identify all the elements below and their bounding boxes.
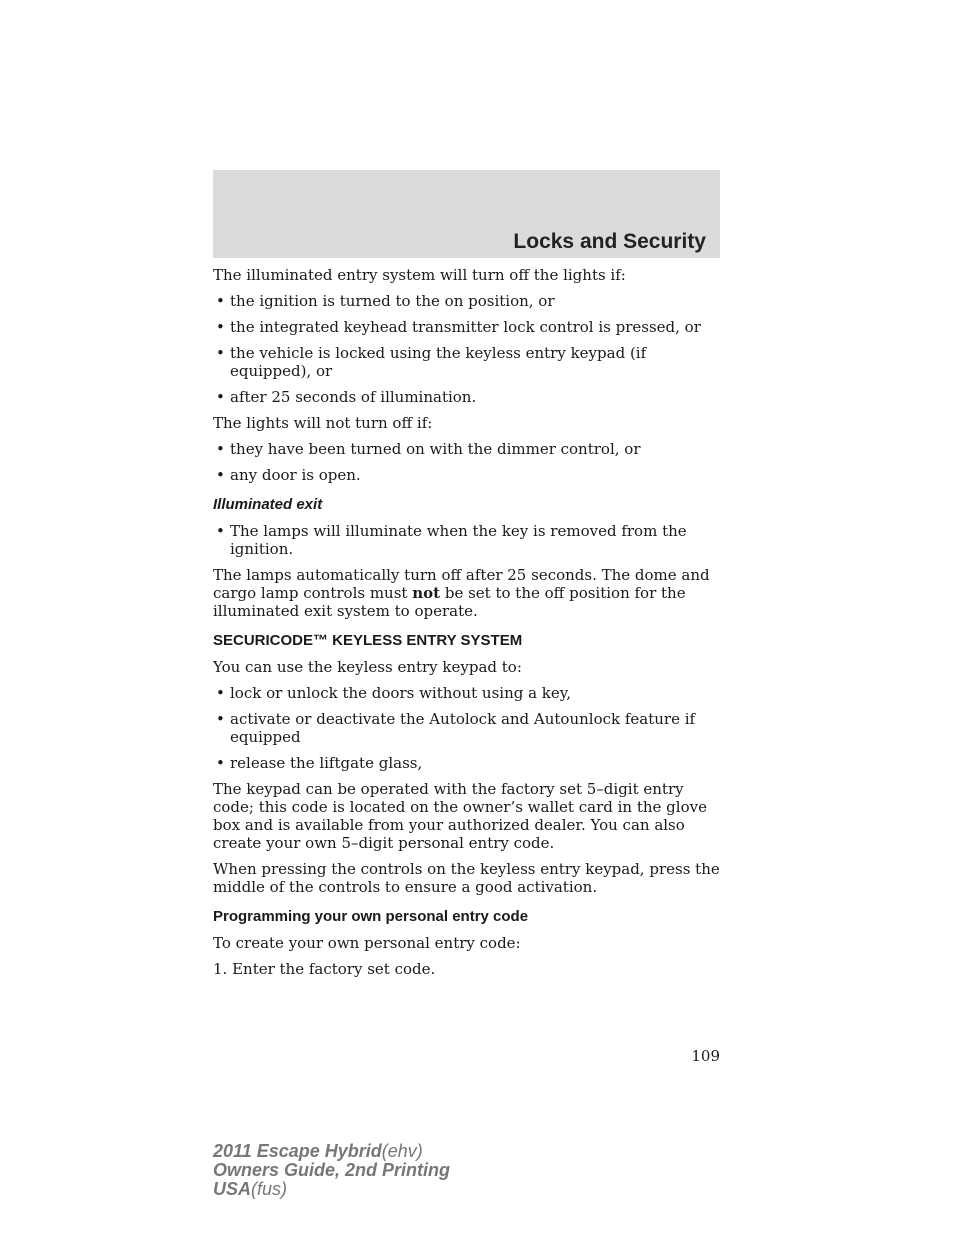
paragraph: The lamps automatically turn off after 25 seconds. The dome and cargo lamp controls must not be set to the off position for the illuminated exit system to operate.: [213, 566, 710, 620]
emphasis: not: [412, 584, 441, 602]
heading-programming-code: Programming your own personal entry code: [213, 908, 529, 925]
paragraph: 1. Enter the factory set code.: [213, 960, 436, 978]
list-item: • the ignition is turned to the on position, or: [213, 292, 723, 310]
bullet-icon: •: [216, 440, 225, 458]
list-item: • The lamps will illuminate when the key is removed from the ignition.: [213, 522, 723, 558]
section-header-band: [213, 170, 720, 258]
heading-keyless-entry: SECURICODE™ KEYLESS ENTRY SYSTEM: [213, 632, 523, 649]
list-item: • the integrated keyhead transmitter lock control is pressed, or: [213, 318, 723, 336]
paragraph: To create your own personal entry code:: [213, 934, 521, 952]
bullet-icon: •: [216, 292, 225, 310]
subheading-illuminated-exit: Illuminated exit: [213, 496, 323, 513]
bullet-icon: •: [216, 344, 225, 362]
list-item: • lock or unlock the doors without using a key,: [213, 684, 723, 702]
bullet-icon: •: [216, 466, 225, 484]
list-item: • activate or deactivate the Autolock and Autounlock feature if equipped: [213, 710, 723, 746]
list-item: • after 25 seconds of illumination.: [213, 388, 723, 406]
bullet-icon: •: [216, 684, 225, 702]
list-item: • any door is open.: [213, 466, 723, 484]
list-item: • release the liftgate glass,: [213, 754, 723, 772]
paragraph: The keypad can be operated with the factory set 5–digit entry code; this code is located on the owner’s wallet card in the glove box and is available from your authorized dealer. You can also create your own 5–digit personal entry code.: [213, 780, 707, 852]
bullet-icon: •: [216, 754, 225, 772]
paragraph: You can use the keyless entry keypad to:: [213, 658, 522, 676]
paragraph: When pressing the controls on the keyless entry keypad, press the middle of the controls to ensure a good activation.: [213, 860, 720, 896]
bullet-icon: •: [216, 522, 225, 540]
list-item: • they have been turned on with the dimmer control, or: [213, 440, 723, 458]
paragraph: The illuminated entry system will turn off the lights if:: [213, 266, 626, 284]
page-number: 109: [691, 1047, 720, 1065]
section-title: Locks and Security: [513, 230, 706, 253]
paragraph: The lights will not turn off if:: [213, 414, 433, 432]
list-item: • the vehicle is locked using the keyless entry keypad (if equipped), or: [213, 344, 723, 380]
page-content: [213, 266, 723, 986]
bullet-icon: •: [216, 318, 225, 336]
bullet-icon: •: [216, 710, 225, 728]
document-footer: 2011 Escape Hybrid(ehv) Owners Guide, 2nd Printing USA(fus): [213, 1141, 451, 1199]
bullet-icon: •: [216, 388, 225, 406]
